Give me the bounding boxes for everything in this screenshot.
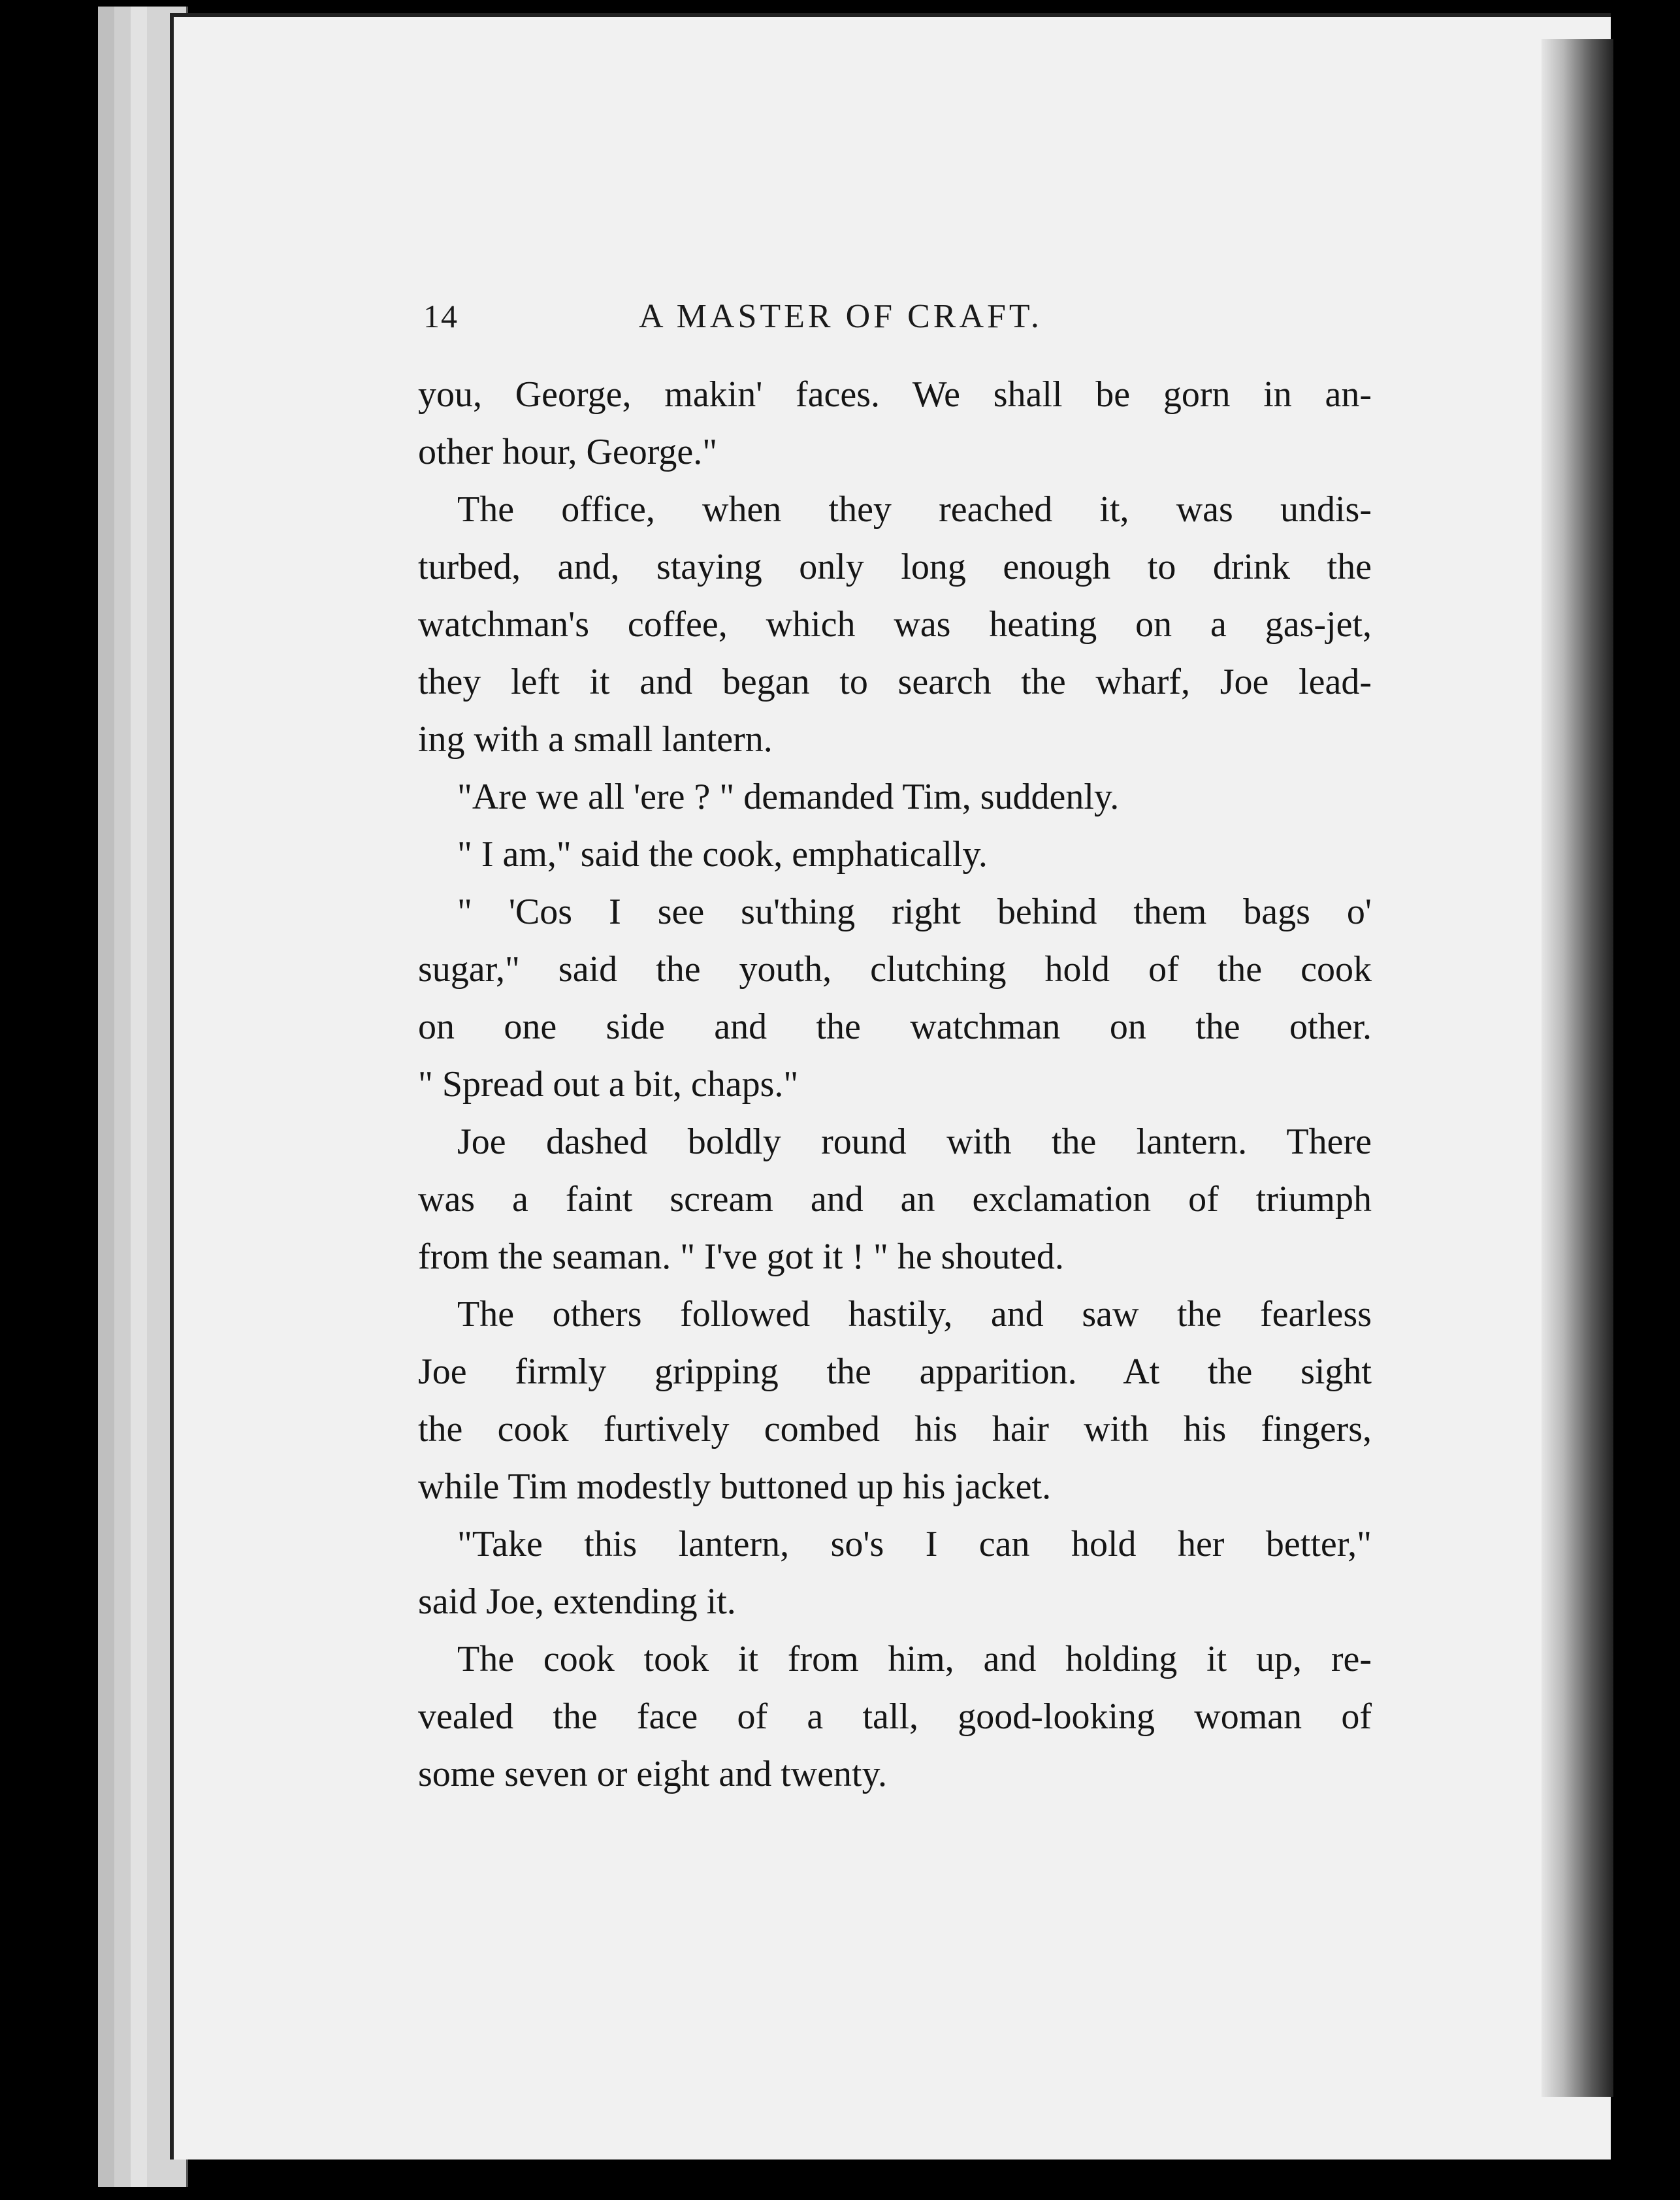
text-line: was a faint scream and an exclamation of triumph	[418, 1179, 1372, 1220]
text-line: watchman's coffee, which was heating on a gas-jet,	[418, 604, 1372, 645]
text-line: on one side and the watchman on the other.	[418, 1007, 1372, 1047]
body-text	[418, 366, 1372, 1803]
text-line: "Are we all 'ere ? " demanded Tim, suddenly.	[457, 777, 1120, 817]
text-line: other hour, George."	[418, 432, 718, 472]
text-line: from the seaman. " I've got it ! " he shouted.	[418, 1237, 1064, 1277]
book-gutter	[1542, 39, 1613, 2097]
text-line: " Spread out a bit, chaps."	[418, 1064, 799, 1105]
text-line: ing with a small lantern.	[418, 719, 773, 760]
text-line: they left it and began to search the wharf, Joe lead-	[418, 662, 1372, 702]
text-line: turbed, and, staying only long enough to drink the	[418, 547, 1372, 587]
text-line: said Joe, extending it.	[418, 1581, 736, 1622]
scan-border	[1613, 0, 1680, 2200]
text-line: The cook took it from him, and holding it up, re-	[457, 1639, 1372, 1679]
text-line: vealed the face of a tall, good-looking woman of	[418, 1696, 1372, 1737]
text-line: Joe dashed boldly round with the lantern. There	[457, 1122, 1372, 1162]
text-line: " 'Cos I see su'thing right behind them bags o'	[457, 892, 1372, 932]
text-line: "Take this lantern, so's I can hold her better,"	[457, 1524, 1372, 1564]
text-line: " I am," said the cook, emphatically.	[457, 834, 988, 875]
text-line: you, George, makin' faces. We shall be gorn in an-	[418, 374, 1372, 415]
page-header	[423, 297, 1385, 343]
page-number: 14	[423, 298, 459, 334]
running-head: A MASTER OF CRAFT.	[639, 298, 1042, 335]
text-line: Joe firmly gripping the apparition. At the sight	[418, 1351, 1372, 1392]
text-line: the cook furtively combed his hair with his fingers,	[418, 1409, 1372, 1449]
text-line: some seven or eight and twenty.	[418, 1754, 887, 1794]
text-line: while Tim modestly buttoned up his jacket.	[418, 1466, 1052, 1507]
text-line: sugar," said the youth, clutching hold of the cook	[418, 949, 1372, 990]
text-line: The office, when they reached it, was undis-	[457, 489, 1372, 530]
text-line: The others followed hastily, and saw the fearless	[457, 1294, 1372, 1335]
